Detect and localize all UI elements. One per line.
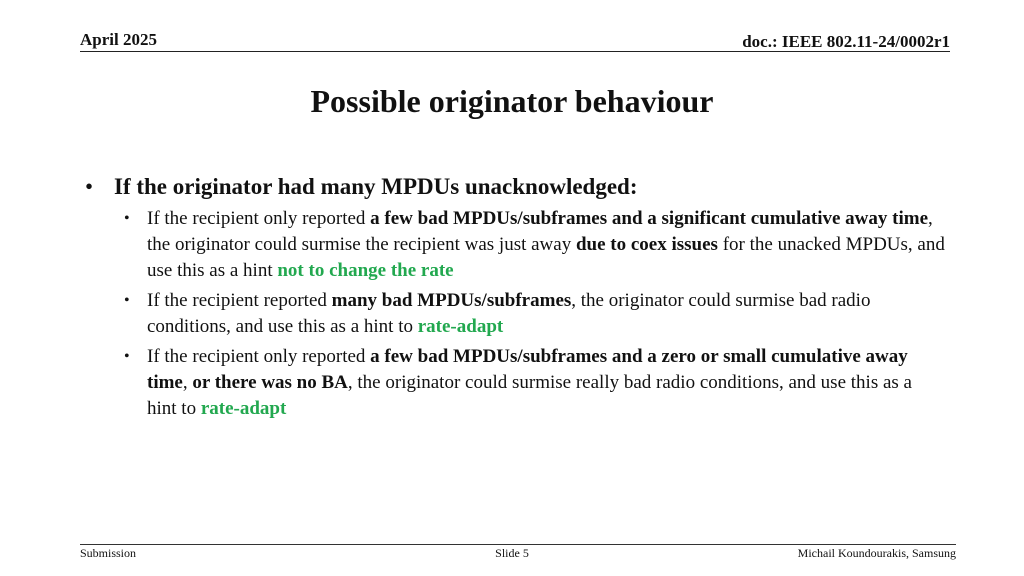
text: , the originator could surmise really bad radio conditions, and use this as a hint to (147, 372, 912, 419)
bold-text: a few bad MPDUs/subframes and a zero or small cumulative away time (147, 346, 908, 393)
highlight-text: rate-adapt (417, 316, 504, 337)
footer-submission: Submission (80, 546, 137, 560)
text: If the recipient reported (147, 290, 332, 311)
text: , the originator could surmise the recipient was just away (147, 208, 933, 255)
footer-divider (80, 544, 956, 545)
header-doc-id: doc.: IEEE 802.11-24/0002r1 (742, 32, 950, 51)
main-bullet-text: If the originator had many MPDUs unacknowledged: (114, 174, 638, 199)
text: If the recipient only reported (147, 208, 371, 229)
bold-text: a few bad MPDUs/subframes and a significant cumulative away time (370, 208, 929, 229)
highlight-text: rate-adapt (200, 398, 287, 419)
bullet-dot-icon: • (85, 174, 94, 199)
bullet-dot-icon: • (124, 210, 130, 227)
bold-text: many bad MPDUs/subframes (331, 290, 572, 311)
slide-body (85, 172, 945, 422)
main-bullet (85, 172, 945, 202)
text: , (182, 372, 193, 393)
bullet-dot-icon: • (124, 292, 130, 309)
sub-bullet-coex (118, 206, 945, 284)
slide-title: Possible originator behaviour (310, 83, 714, 119)
text: If the recipient only reported (147, 346, 371, 367)
sub-bullet-bad-radio (118, 288, 945, 340)
bold-text: due to coex issues (575, 234, 718, 255)
header-divider (80, 51, 950, 52)
footer-slide-number: Slide 5 (495, 546, 529, 560)
highlight-text: not to change the rate (277, 260, 454, 281)
sub-bullet-really-bad-radio (118, 344, 945, 422)
bold-text: or there was no BA (192, 372, 348, 393)
text: , the originator could surmise bad radio conditions, and use this as a hint to (147, 290, 871, 337)
text: for the unacked MPDUs, and use this as a hint (147, 234, 945, 281)
footer-author: Michail Koundourakis, Samsung (797, 546, 956, 560)
header-date: April 2025 (80, 30, 157, 49)
bullet-dot-icon: • (124, 348, 130, 365)
